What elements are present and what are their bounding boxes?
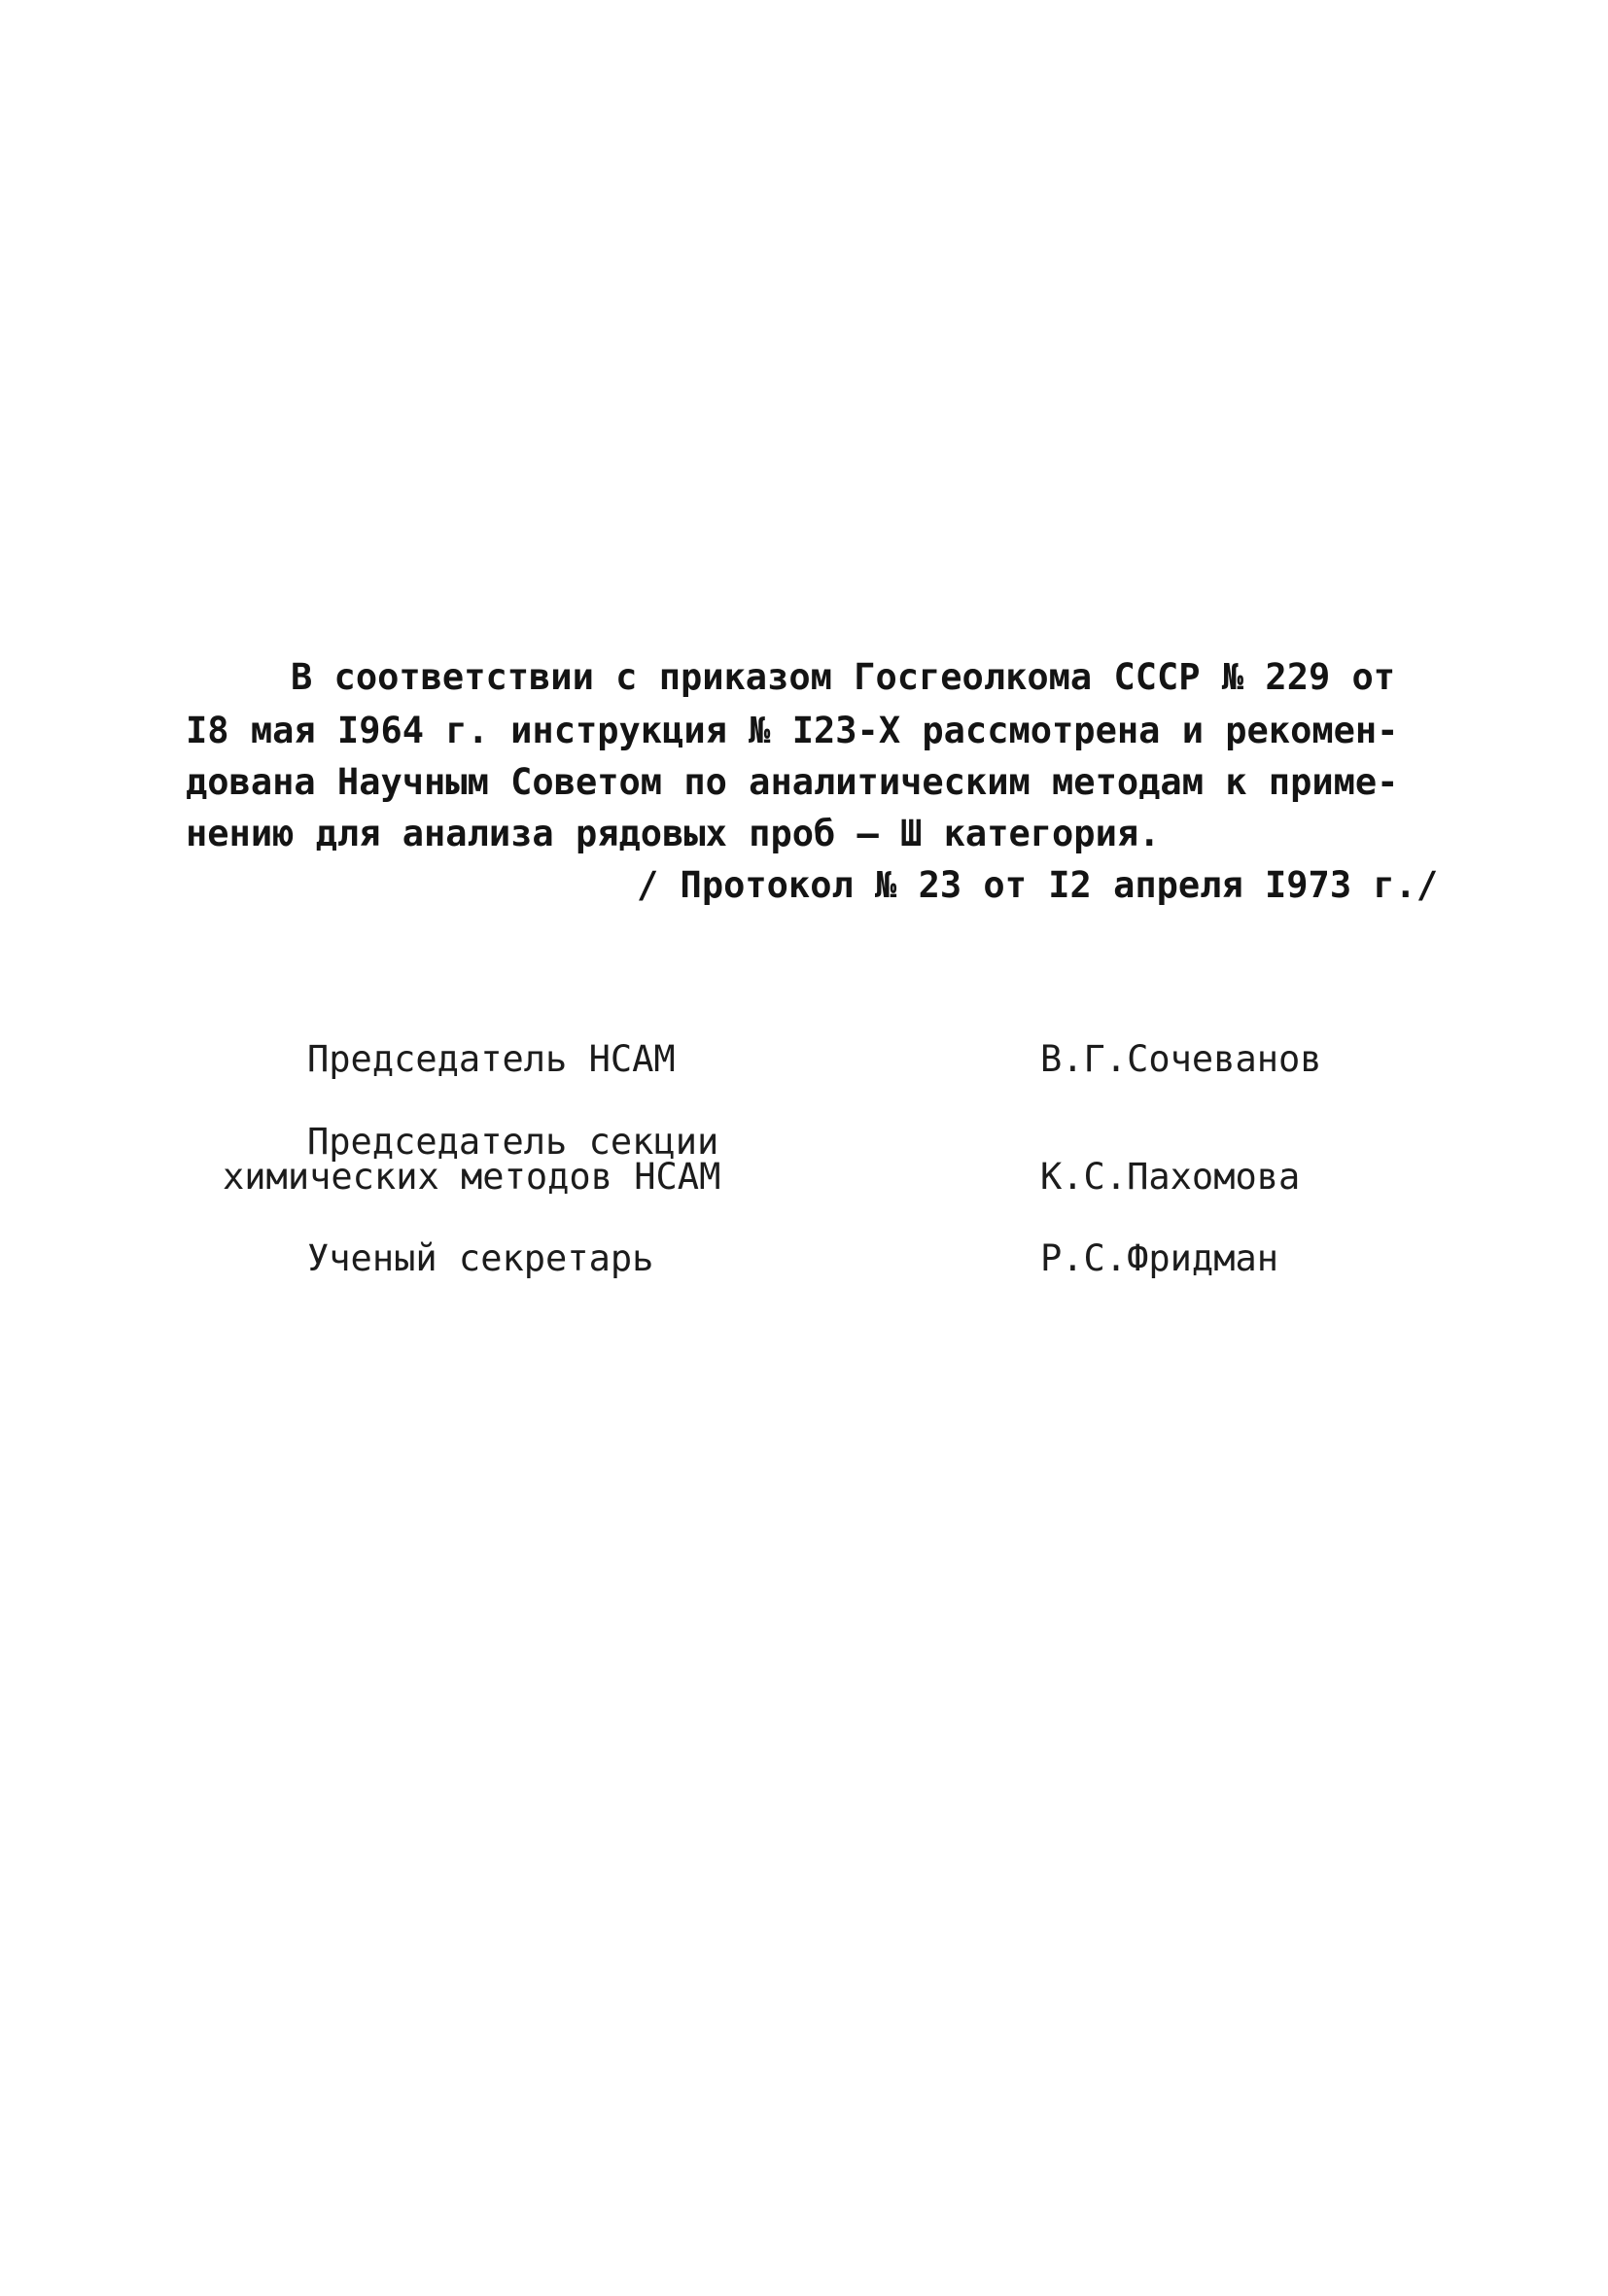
signature-title-secretary: Ученый секретарь bbox=[307, 1237, 654, 1279]
protocol-reference: / Протокол № 23 от I2 апреля I973 г./ bbox=[637, 864, 1439, 906]
signature-name-secretary: Р.С.Фридман bbox=[1040, 1237, 1279, 1279]
paragraph-line-2: I8 мая I964 г. инструкция № I23-Х рассмотрена и рекомен- bbox=[186, 710, 1399, 751]
signature-name-chairman: В.Г.Сочеванов bbox=[1040, 1038, 1322, 1080]
paragraph-line-1: В соответствии с приказом Госгеолкома СССР № 229 от bbox=[291, 656, 1396, 698]
paragraph-line-4: нению для анализа рядовых проб – Ш категория. bbox=[186, 813, 1161, 854]
signature-title-chairman: Председатель НСАМ bbox=[307, 1038, 676, 1080]
signature-title-section-chair-line2: химических методов НСАМ bbox=[223, 1156, 721, 1198]
paragraph-line-3: дована Научным Советом по аналитическим методам к приме- bbox=[186, 761, 1399, 803]
signature-name-section-chair: К.С.Пахомова bbox=[1040, 1156, 1301, 1198]
signature-title-section-chair-line1: Председатель секции bbox=[307, 1121, 719, 1163]
